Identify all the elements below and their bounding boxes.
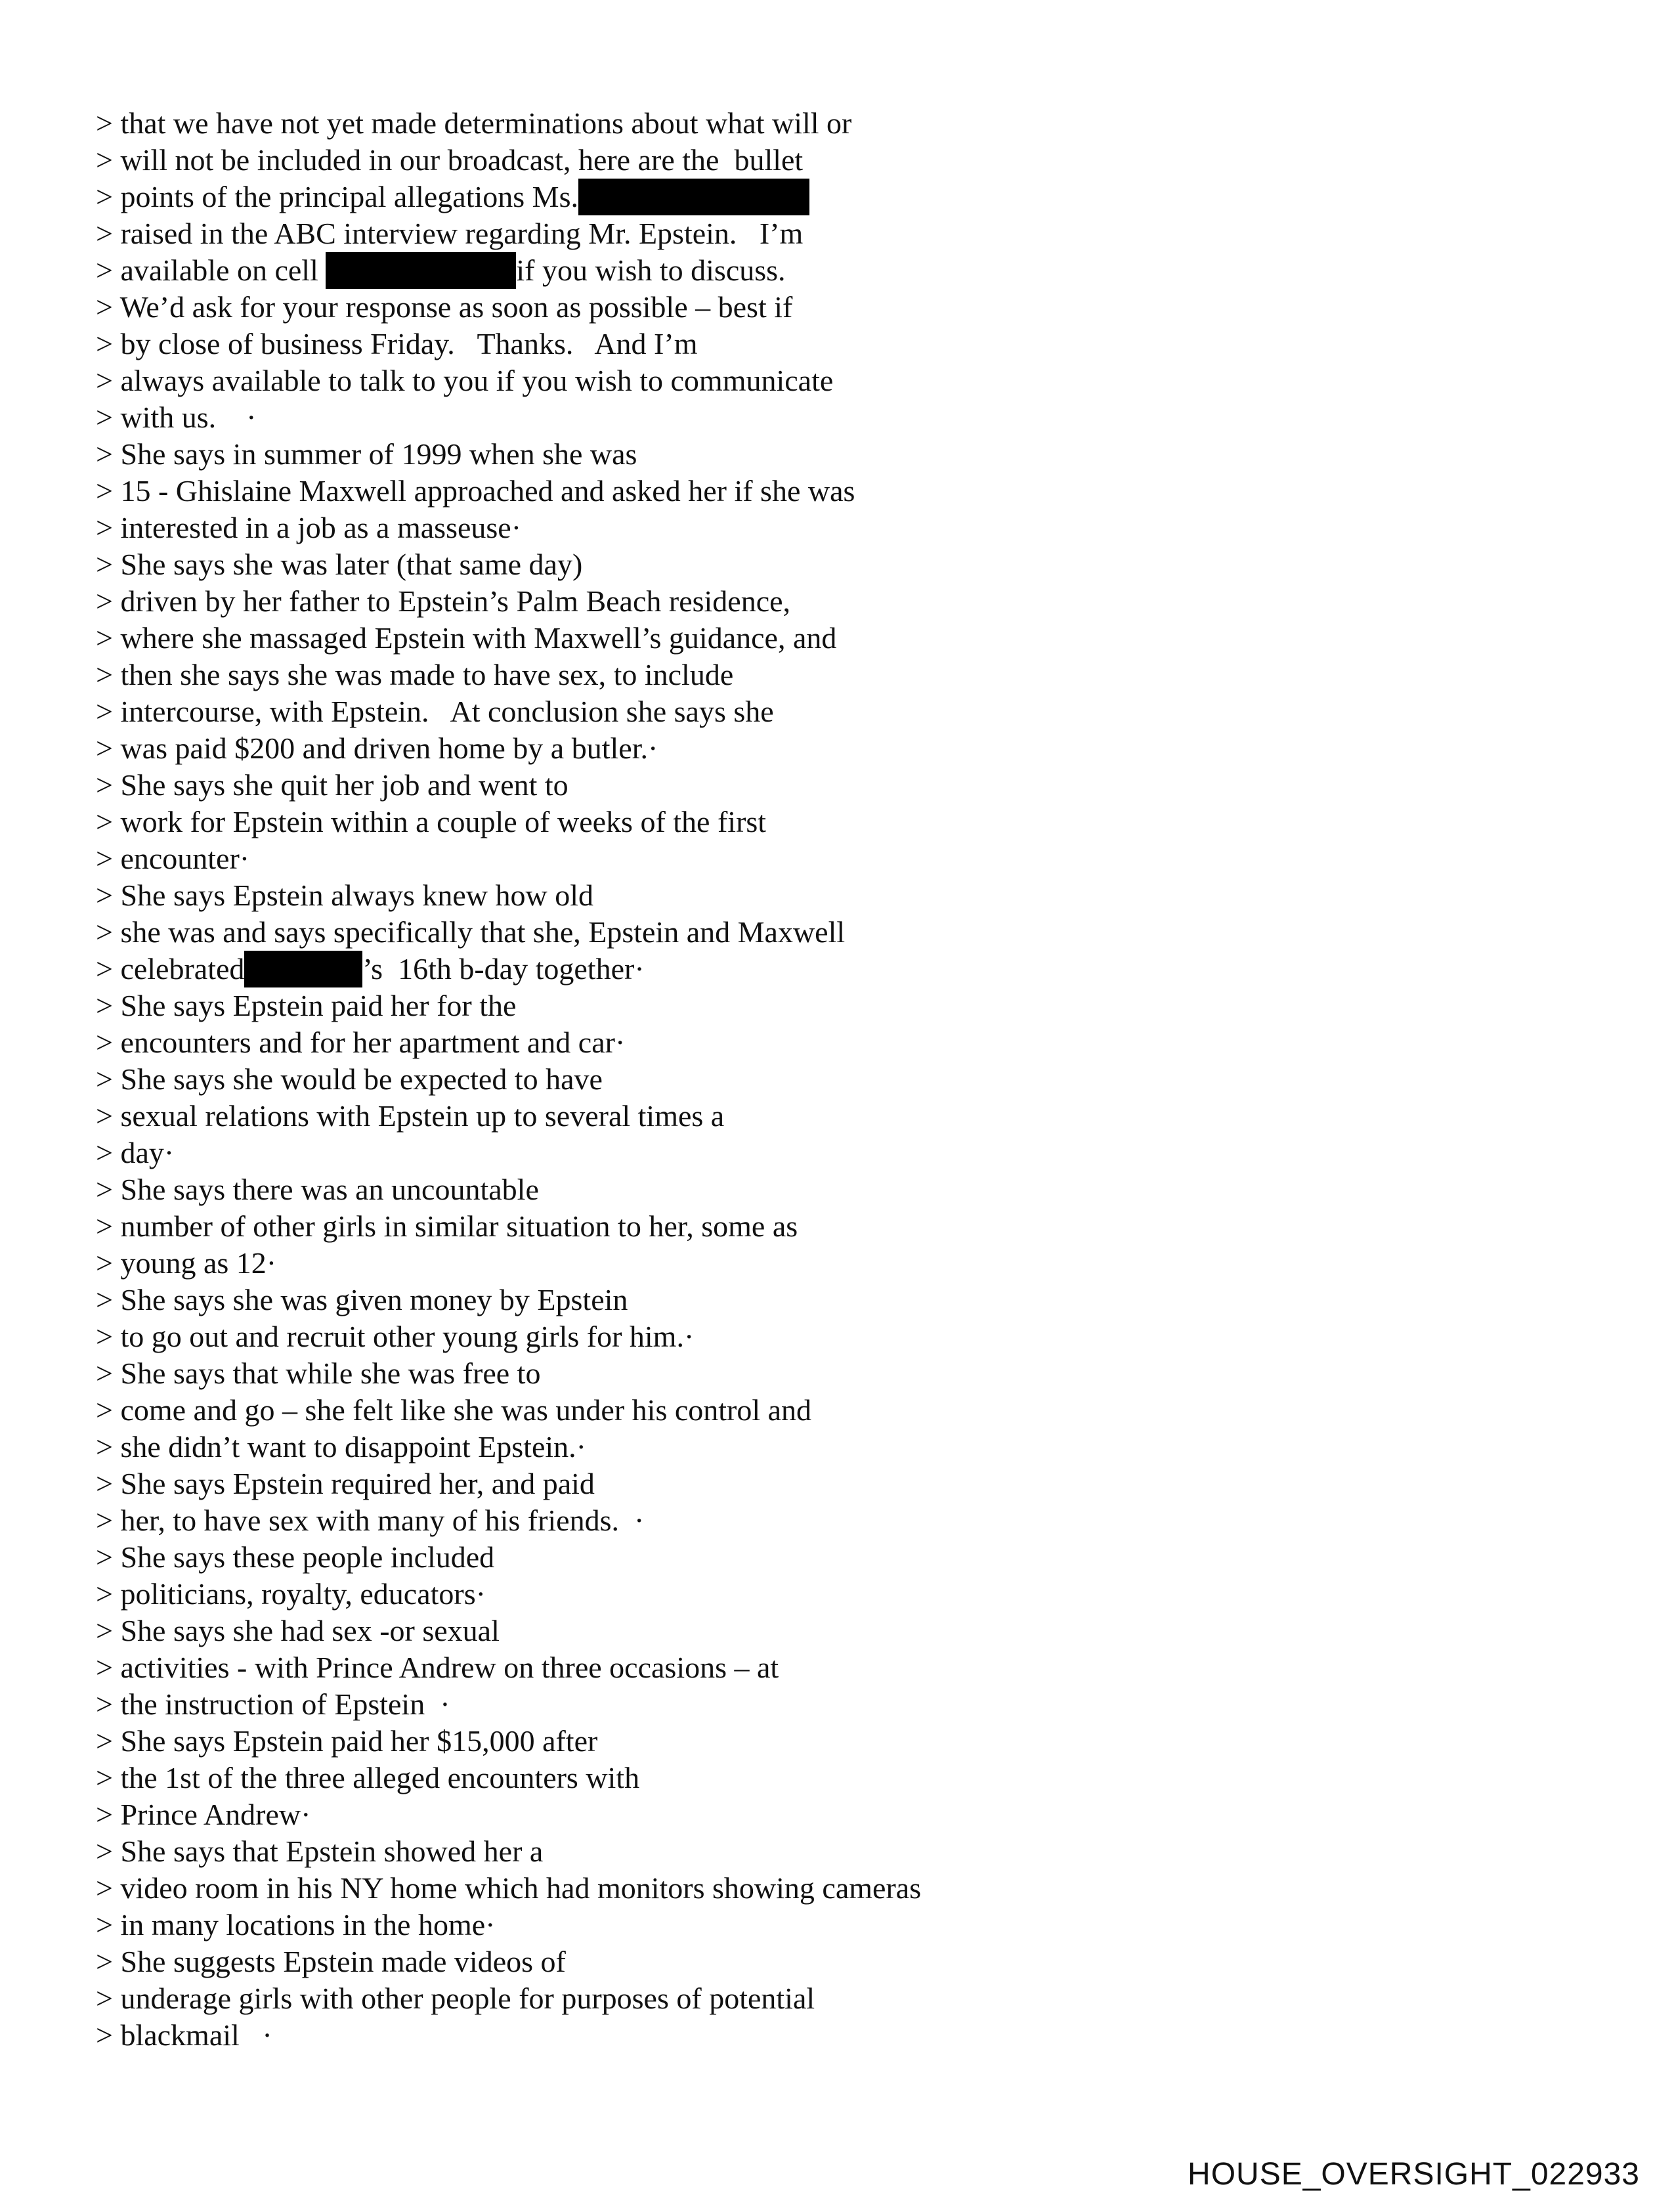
- text-line: > encounter·: [96, 842, 250, 875]
- text-line: > She says Epstein always knew how old: [96, 878, 594, 912]
- text-line: > the 1st of the three alleged encounters with: [96, 1761, 640, 1794]
- text-fragment: ’s 16th b-day together·: [362, 952, 645, 986]
- text-line: [96, 951, 1212, 987]
- text-fragment: > celebrated: [96, 952, 245, 986]
- text-line: > that we have not yet made determinations about what will or: [96, 106, 852, 140]
- text-line: [96, 179, 1212, 215]
- text-line: > raised in the ABC interview regarding Mr. Epstein. I’m: [96, 217, 804, 250]
- text-fragment: if you wish to discuss.: [516, 253, 786, 287]
- text-line: > video room in his NY home which had monitors showing cameras: [96, 1871, 922, 1905]
- text-line: > She suggests Epstein made videos of: [96, 1945, 566, 1978]
- quoted-email-body: [96, 105, 1212, 2054]
- redaction-box: [244, 951, 362, 987]
- text-line: > number of other girls in similar situation to her, some as: [96, 1209, 798, 1243]
- text-line: > the instruction of Epstein ·: [96, 1687, 450, 1721]
- text-line: > She says she was later (that same day): [96, 548, 583, 581]
- redaction-box: [578, 179, 809, 215]
- redaction-box: [326, 252, 516, 289]
- text-fragment: > available on cell: [96, 253, 318, 287]
- text-line: > sexual relations with Epstein up to several times a: [96, 1099, 725, 1133]
- text-line: > day·: [96, 1136, 175, 1169]
- text-line: > her, to have sex with many of his friends. ·: [96, 1504, 645, 1537]
- text-line: > She says in summer of 1999 when she was: [96, 437, 637, 471]
- text-line: > She says that Epstein showed her a: [96, 1834, 544, 1868]
- text-line: > She says Epstein paid her for the: [96, 989, 517, 1022]
- text-line: > she was and says specifically that she, Epstein and Maxwell: [96, 915, 846, 949]
- text-line: > She says there was an uncountable: [96, 1173, 539, 1206]
- text-line: > to go out and recruit other young girls for him.·: [96, 1320, 695, 1353]
- text-line: > by close of business Friday. Thanks. And I’m: [96, 327, 698, 360]
- text-line: > We’d ask for your response as soon as possible – best if: [96, 290, 793, 324]
- text-line: > was paid $200 and driven home by a butler.·: [96, 731, 658, 765]
- text-line: > She says Epstein paid her $15,000 after: [96, 1724, 598, 1758]
- text-line: > interested in a job as a masseuse·: [96, 511, 522, 544]
- text-line: > encounters and for her apartment and car·: [96, 1026, 626, 1059]
- text-line: > where she massaged Epstein with Maxwell’s guidance, and: [96, 621, 837, 655]
- text-line: > driven by her father to Epstein’s Palm Beach residence,: [96, 584, 791, 618]
- text-line: > intercourse, with Epstein. At conclusion she says she: [96, 695, 774, 728]
- text-line: > work for Epstein within a couple of weeks of the first: [96, 805, 767, 838]
- text-line: [96, 252, 1212, 289]
- text-line: > 15 - Ghislaine Maxwell approached and asked her if she was: [96, 474, 855, 508]
- text-line: > Prince Andrew·: [96, 1798, 311, 1831]
- text-line: > she didn’t want to disappoint Epstein.·: [96, 1430, 586, 1464]
- text-line: > She says she had sex -or sexual: [96, 1614, 500, 1647]
- text-line: > She says she quit her job and went to: [96, 768, 569, 802]
- text-line: > She says she was given money by Epstein: [96, 1283, 628, 1316]
- text-line: > She says she would be expected to have: [96, 1062, 603, 1096]
- text-line: > She says these people included: [96, 1540, 495, 1574]
- text-line: > blackmail ·: [96, 2018, 272, 2052]
- bates-number: HOUSE_OVERSIGHT_022933: [1188, 2157, 1640, 2192]
- text-line: > then she says she was made to have sex, to include: [96, 658, 734, 691]
- text-line: > activities - with Prince Andrew on three occasions – at: [96, 1651, 779, 1684]
- text-line: > with us. ·: [96, 401, 257, 434]
- text-line: > come and go – she felt like she was under his control and: [96, 1393, 812, 1427]
- text-line: > will not be included in our broadcast, here are the bullet: [96, 143, 804, 177]
- text-line: > young as 12·: [96, 1246, 277, 1280]
- text-fragment: > points of the principal allegations Ms.: [96, 180, 578, 213]
- text-line: > She says that while she was free to: [96, 1356, 541, 1390]
- text-line: > politicians, royalty, educators·: [96, 1577, 486, 1611]
- text-line: > in many locations in the home·: [96, 1908, 496, 1941]
- text-line: > She says Epstein required her, and paid: [96, 1467, 595, 1500]
- text-line: > underage girls with other people for purposes of potential: [96, 1982, 815, 2015]
- text-line: > always available to talk to you if you wish to communicate: [96, 364, 834, 397]
